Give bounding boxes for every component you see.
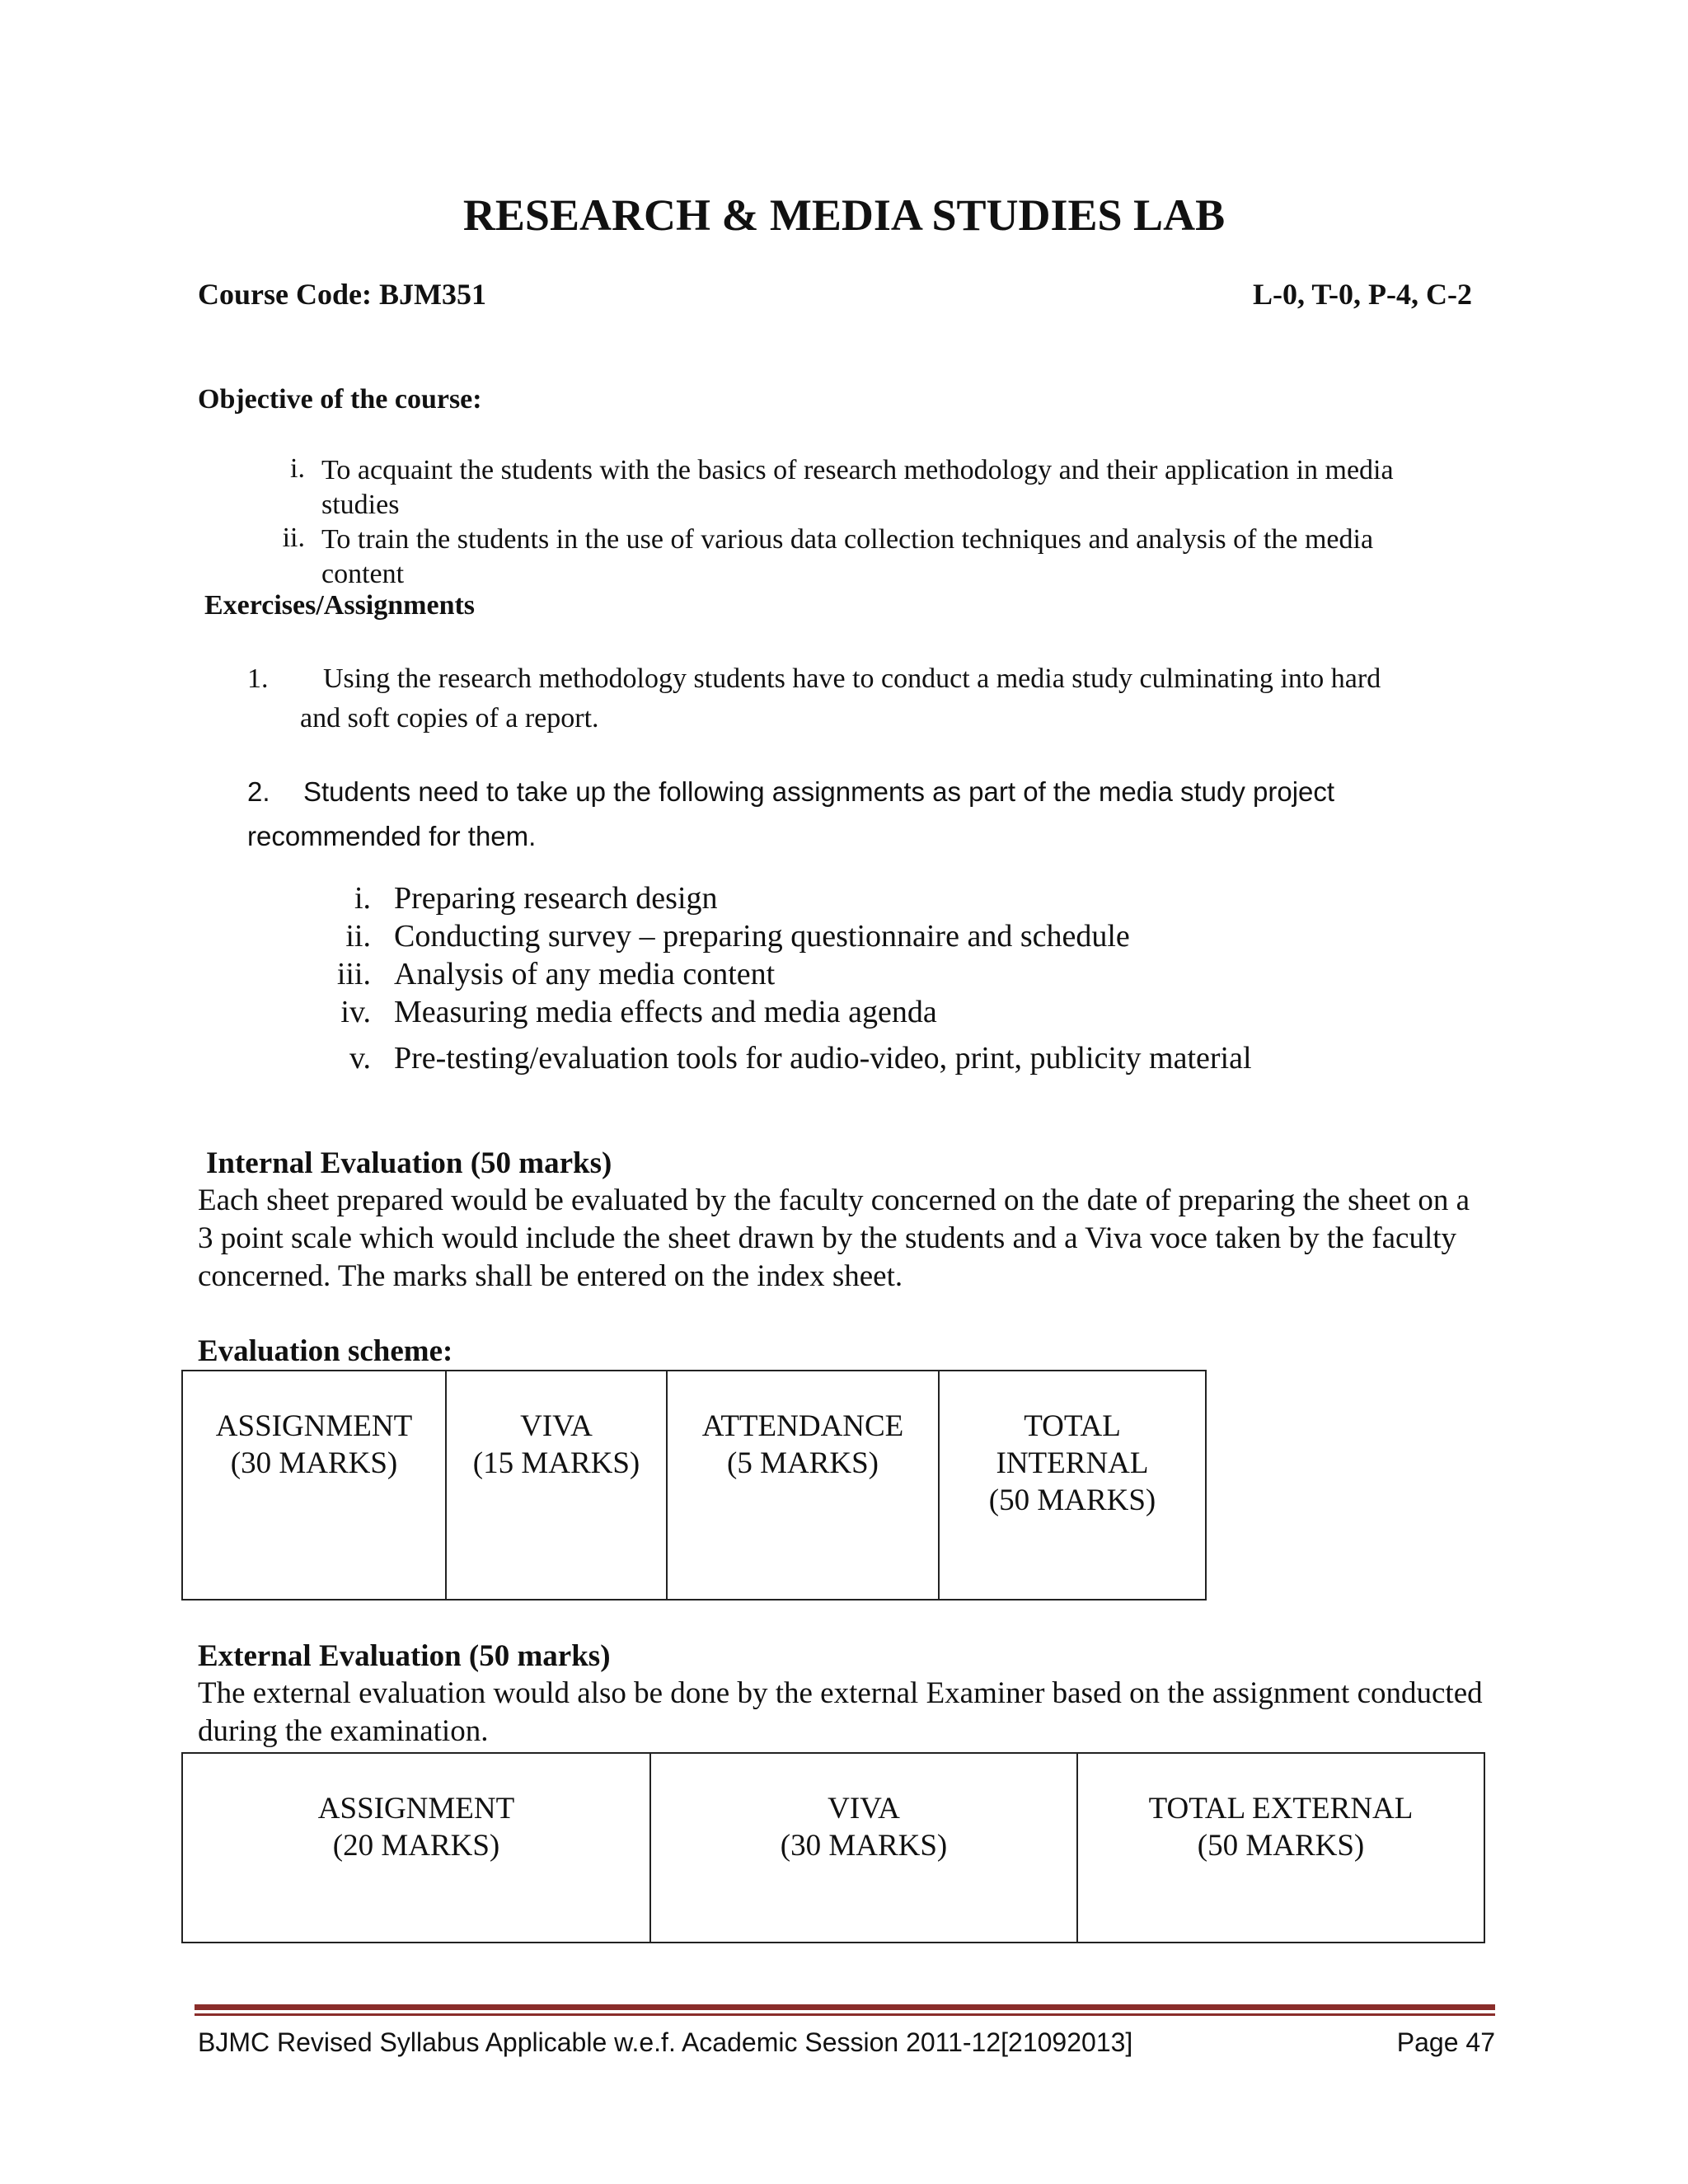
objective-text: To acquaint the students with the basics of research methodology and their application in media [321,455,1394,485]
objective-text-continued: content [321,559,405,589]
objective-heading: Objective of the course: [198,384,482,415]
task-item: Conducting survey – preparing questionnaire and schedule [394,919,1130,954]
exercise-text: Students need to take up the following assignments as part of the media study project [303,776,1335,807]
task-number: iv. [340,995,371,1029]
cell-label: INTERNAL [996,1446,1149,1480]
external-evaluation-text: The external evaluation would also be done by the external Examiner based on the assignment conducted during the examination. [198,1676,1483,1748]
cell-marks: (30 MARKS) [780,1829,948,1863]
internal-assignment-cell [182,1371,446,1600]
footer-rule [195,2004,1495,2010]
internal-evaluation-heading: Internal Evaluation (50 marks) [206,1146,612,1180]
exercise-number: 2. [247,776,270,807]
task-number: iii. [336,957,371,991]
task-item: Measuring media effects and media agenda [394,995,937,1029]
external-total-cell [1077,1753,1484,1943]
cell-label: ATTENDANCE [701,1409,904,1443]
cell-label: TOTAL EXTERNAL [1148,1792,1414,1825]
cell-label: ASSIGNMENT [317,1792,515,1825]
task-item: Preparing research design [394,881,718,916]
internal-viva-cell [446,1371,667,1600]
exercise-text-continued: and soft copies of a report. [300,703,599,733]
objective-number: ii. [282,523,305,553]
cell-marks: (50 MARKS) [1197,1829,1365,1863]
course-code: Course Code: BJM351 [198,278,486,311]
cell-marks: (30 MARKS) [230,1446,398,1480]
exercises-heading: Exercises/Assignments [204,590,476,621]
evaluation-scheme-heading: Evaluation scheme: [198,1334,453,1368]
internal-total-cell [939,1371,1206,1600]
cell-marks: (50 MARKS) [988,1483,1156,1517]
cell-marks: (5 MARKS) [727,1446,879,1480]
exercise-text-continued: recommended for them. [247,821,537,851]
page-title: RESEARCH & MEDIA STUDIES LAB [462,190,1226,240]
objective-number: i. [290,453,305,484]
task-number: v. [349,1041,371,1076]
cell-label: TOTAL [1024,1409,1121,1443]
footer-rule-thin [195,2013,1495,2016]
task-item: Analysis of any media content [394,957,776,991]
cell-marks: (15 MARKS) [472,1446,640,1480]
cell-label: ASSIGNMENT [215,1409,413,1443]
footer-text: BJMC Revised Syllabus Applicable w.e.f. Academic Session 2011-12[21092013] [198,2027,1133,2057]
cell-marks: (20 MARKS) [332,1829,500,1863]
internal-evaluation-text: Each sheet prepared would be evaluated by the faculty concerned on the date of preparing the sheet on a 3 point scale which would include the sheet drawn by the students and a Viva voce taken by the faculty concerned. The marks shall be entered on the index sheet. [198,1183,1470,1293]
cell-label: VIVA [520,1409,593,1443]
cell-label: VIVA [828,1792,900,1825]
internal-attendance-cell [667,1371,939,1600]
page-number: Page 47 [1396,2027,1495,2057]
credit-structure: L-0, T-0, P-4, C-2 [1252,278,1472,311]
task-number: ii. [345,919,371,954]
objective-text-continued: studies [321,490,400,520]
objective-text: To train the students in the use of various data collection techniques and analysis of the media [321,524,1374,555]
exercise-number: 1. [247,663,269,694]
external-assignment-cell [182,1753,650,1943]
exercise-text: Using the research methodology students have to conduct a media study culminating into hard [323,663,1381,694]
external-evaluation-heading: External Evaluation (50 marks) [198,1639,611,1673]
task-number: i. [354,881,371,916]
external-evaluation-table [181,1752,1485,1943]
task-item: Pre-testing/evaluation tools for audio-video, print, publicity material [394,1041,1252,1076]
internal-evaluation-table [181,1370,1207,1601]
external-viva-cell [650,1753,1077,1943]
